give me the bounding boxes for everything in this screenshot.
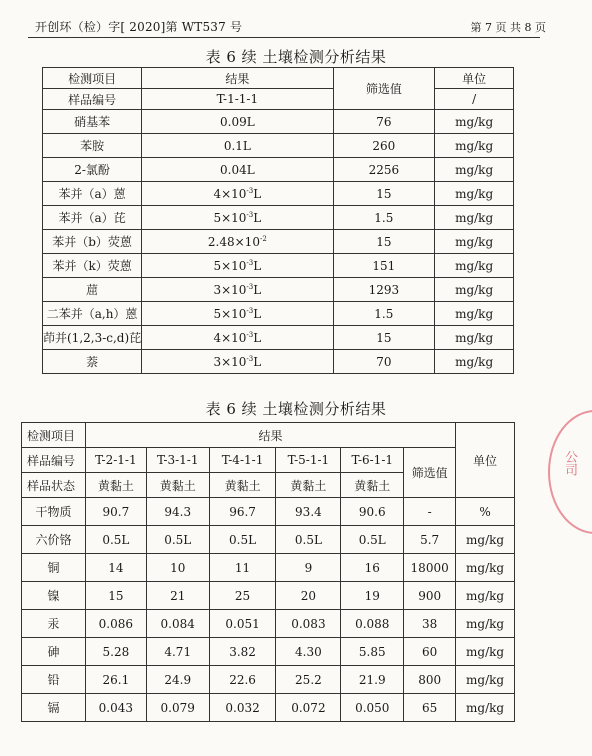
table1-result [142,206,333,230]
table2-value: 16 [341,554,404,582]
seal-text: 公司 [562,450,577,476]
table2-screen: 800 [404,666,456,694]
table1-head-unit: 单位 [435,68,514,89]
table2-value: 24.9 [146,666,209,694]
table2-unit: mg/kg [456,526,515,554]
table2-sample-label: 样品编号 [22,448,86,473]
table1-result [142,278,333,302]
table1-head-result: 结果 [142,68,333,89]
table1-unit: mg/kg [435,158,514,182]
table1-result: 0.09L [142,110,333,134]
table2-unit: mg/kg [456,638,515,666]
table1-row [43,230,514,254]
table1-item: 茚并(1,2,3-c,d)芘 [43,326,142,350]
table2-sample-state: 黄黏土 [341,473,404,498]
table1-head-screen: 筛选值 [333,68,435,110]
result-suffix: L [253,258,262,273]
result-suffix: L [253,306,262,321]
table2-row [22,498,515,526]
table1-screen: 76 [333,110,435,134]
table1-item: 硝基苯 [43,110,142,134]
table2-item: 铜 [22,554,86,582]
table1-result [142,302,333,326]
table1-screen: 15 [333,182,435,206]
table2-screen: 65 [404,694,456,722]
result-suffix: L [253,210,262,225]
table1-row [43,302,514,326]
table2-value: 96.7 [209,498,276,526]
table1-screen: 1293 [333,278,435,302]
table2-value: 0.5L [146,526,209,554]
table1-row [43,182,514,206]
table2-value: 25 [209,582,276,610]
table2-unit: mg/kg [456,610,515,638]
table1-item: 二苯并（a,h）蒽 [43,302,142,326]
table2-row [22,694,515,722]
table1-unit: mg/kg [435,302,514,326]
table2-soil-results [21,422,515,722]
table2-unit: mg/kg [456,666,515,694]
table2-sample-state: 黄黏土 [146,473,209,498]
table1-screen: 151 [333,254,435,278]
table2-item: 镍 [22,582,86,610]
table2-head-result: 结果 [85,423,455,448]
table2-value: 21 [146,582,209,610]
table1-unit: mg/kg [435,110,514,134]
table2-value: 93.4 [276,498,341,526]
table1-caption: 表 6 续 土壤检测分析结果 [205,48,387,66]
table1-screen: 15 [333,230,435,254]
table2-head-item: 检测项目 [22,423,86,448]
table2-value: 9 [276,554,341,582]
table2-item: 汞 [22,610,86,638]
result-base: 5×10 [213,258,247,273]
table2-value: 0.032 [209,694,276,722]
page-indicator: 第 7 页 共 8 页 [470,21,546,34]
table1-item: 2-氯酚 [43,158,142,182]
table2-value: 11 [209,554,276,582]
table2-head-unit: 单位 [456,423,515,498]
table2-item: 六价铬 [22,526,86,554]
table2-value: 4.71 [146,638,209,666]
table2-sample-id: T-4-1-1 [209,448,276,473]
table1-row [43,110,514,134]
table2-value: 0.083 [276,610,341,638]
table2-unit: % [456,498,515,526]
table2-screen: - [404,498,456,526]
table1-item: 苯并（k）荧蒽 [43,254,142,278]
table2-value: 0.051 [209,610,276,638]
table2-caption: 表 6 续 土壤检测分析结果 [205,400,387,418]
table1-soil-results [42,67,514,374]
result-exponent: -2 [259,234,267,243]
result-base: 3×10 [213,282,247,297]
table2-screen: 38 [404,610,456,638]
table2-value: 0.5L [85,526,146,554]
table2-value: 4.30 [276,638,341,666]
result-base: 4×10 [213,186,247,201]
table1-row [43,206,514,230]
result-suffix: L [253,354,262,369]
table2-unit: mg/kg [456,582,515,610]
table1-screen: 1.5 [333,302,435,326]
table1-unit: mg/kg [435,206,514,230]
table2-value: 0.050 [341,694,404,722]
table2-value: 0.079 [146,694,209,722]
table1-item: 苯并（a）蒽 [43,182,142,206]
table2-value: 21.9 [341,666,404,694]
table2-sample-id: T-6-1-1 [341,448,404,473]
table1-sample-unit: / [435,89,514,110]
table2-item: 干物质 [22,498,86,526]
result-exponent: -3 [246,210,254,219]
result-suffix: L [253,186,262,201]
table1-result [142,254,333,278]
table2-row [22,582,515,610]
result-exponent: -3 [246,258,254,267]
table2-value: 90.7 [85,498,146,526]
table2-value: 14 [85,554,146,582]
table1-head-item: 检测项目 [43,68,142,89]
table1-unit: mg/kg [435,350,514,374]
table1-item: 苯并（b）荧蒽 [43,230,142,254]
result-base: 3×10 [213,354,247,369]
result-base: 4×10 [213,330,247,345]
header-divider [28,37,540,38]
table2-value: 94.3 [146,498,209,526]
table1-screen: 1.5 [333,206,435,230]
table2-screen: 900 [404,582,456,610]
table2-value: 5.28 [85,638,146,666]
table2-value: 19 [341,582,404,610]
table1-result [142,326,333,350]
table2-value: 0.043 [85,694,146,722]
table2-sample-state: 黄黏土 [209,473,276,498]
table2-value: 26.1 [85,666,146,694]
document-number: 开创环（检）字[ 2020]第 WT537 号 [35,20,243,34]
table2-sample-id: T-2-1-1 [85,448,146,473]
table2-value: 0.5L [209,526,276,554]
table2-value: 20 [276,582,341,610]
table1-screen: 260 [333,134,435,158]
table2-sample-state: 黄黏土 [276,473,341,498]
table1-row [43,278,514,302]
table2-value: 90.6 [341,498,404,526]
table2-value: 3.82 [209,638,276,666]
table1-row [43,350,514,374]
table2-value: 10 [146,554,209,582]
table1-unit: mg/kg [435,230,514,254]
table2-sample-state: 黄黏土 [85,473,146,498]
table2-value: 22.6 [209,666,276,694]
result-exponent: -3 [246,282,254,291]
table2-value: 0.084 [146,610,209,638]
table1-unit: mg/kg [435,182,514,206]
result-suffix: L [253,330,262,345]
table1-sample-label: 样品编号 [43,89,142,110]
result-exponent: -3 [246,186,254,195]
result-exponent: -3 [246,354,254,363]
table2-item: 砷 [22,638,86,666]
table2-value: 5.85 [341,638,404,666]
table2-unit: mg/kg [456,694,515,722]
table2-screen: 5.7 [404,526,456,554]
result-base: 2.48×10 [207,234,260,249]
table2-item: 镉 [22,694,86,722]
table2-item: 铅 [22,666,86,694]
table1-row [43,158,514,182]
table1-row [43,254,514,278]
table1-result [142,182,333,206]
table1-screen: 70 [333,350,435,374]
table1-sample-id: T-1-1-1 [142,89,333,110]
table1-result [142,350,333,374]
table2-sample-id: T-5-1-1 [276,448,341,473]
table1-unit: mg/kg [435,326,514,350]
table1-unit: mg/kg [435,254,514,278]
table2-value: 15 [85,582,146,610]
table2-screen: 18000 [404,554,456,582]
table1-item: 苯胺 [43,134,142,158]
table2-row [22,638,515,666]
result-exponent: -3 [246,306,254,315]
table1-item: 䓛 [43,278,142,302]
table1-item: 萘 [43,350,142,374]
table1-item: 苯并（a）芘 [43,206,142,230]
table2-sample-id: T-3-1-1 [146,448,209,473]
table2-row [22,554,515,582]
table1-unit: mg/kg [435,134,514,158]
table1-unit: mg/kg [435,278,514,302]
table2-unit: mg/kg [456,554,515,582]
table1-row [43,134,514,158]
table2-value: 0.5L [341,526,404,554]
table1-result: 0.04L [142,158,333,182]
table2-screen: 60 [404,638,456,666]
table2-value: 0.5L [276,526,341,554]
table2-value: 0.072 [276,694,341,722]
result-base: 5×10 [213,306,247,321]
table1-screen: 15 [333,326,435,350]
table1-result [142,230,333,254]
result-exponent: -3 [246,330,254,339]
table1-screen: 2256 [333,158,435,182]
table2-value: 0.086 [85,610,146,638]
table2-head-screen: 筛选值 [404,448,456,498]
table2-value: 25.2 [276,666,341,694]
table1-result: 0.1L [142,134,333,158]
table1-row [43,326,514,350]
result-base: 5×10 [213,210,247,225]
table2-state-label: 样品状态 [22,473,86,498]
table2-row [22,526,515,554]
result-suffix: L [253,282,262,297]
table2-value: 0.088 [341,610,404,638]
table2-row [22,610,515,638]
table2-row [22,666,515,694]
